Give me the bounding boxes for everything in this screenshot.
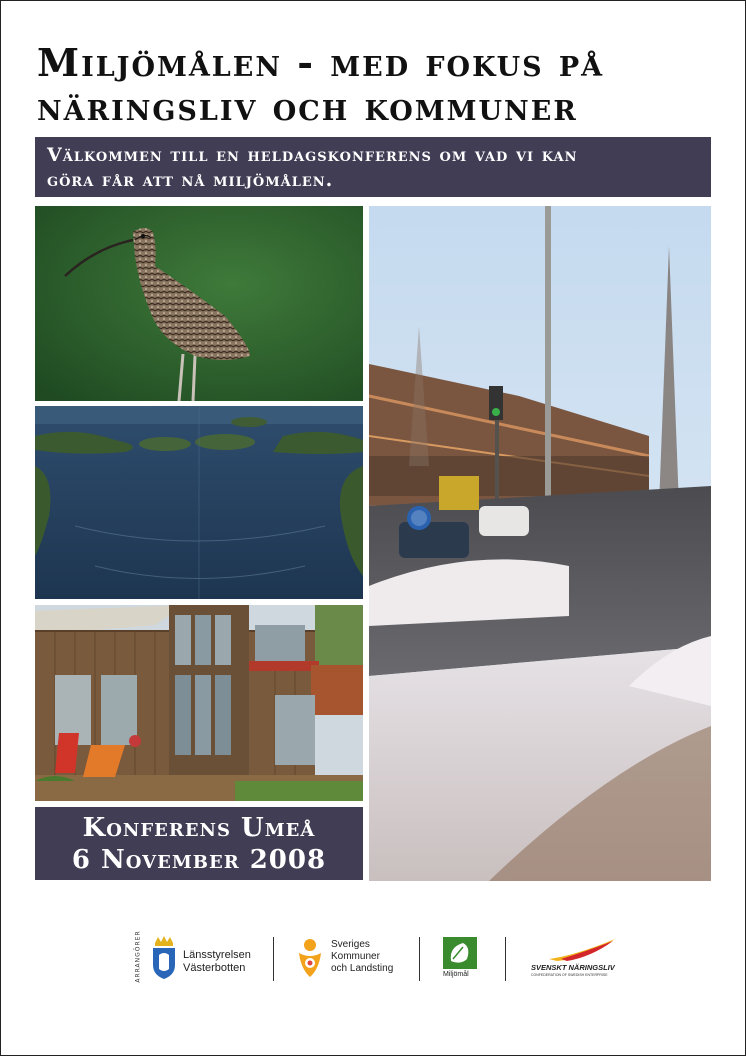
title-line-1: Miljömålen - med fokus på [37,40,605,85]
photo-wooden-house [35,605,363,801]
conference-place: Konferens Umeå [82,813,316,843]
skl-logo [295,935,405,985]
lansstyrelsen-line-2: Västerbotten [183,962,246,974]
svenskt-name: SVENSKT NÄRINGSLIV [531,963,615,972]
arranger-label: ARRANGÖRER [134,930,142,983]
miljomal-logo [443,935,483,985]
svenskt-tagline: CONFEDERATION OF SWEDISH ENTERPRISE [531,973,608,977]
lansstyrelsen-line-1: Länsstyrelsen [183,949,251,961]
photo-winter-street [369,206,711,881]
title-line-2: näringsliv och kommuner [37,84,578,129]
logo-separator [419,937,420,981]
lansstyrelsen-logo [149,935,259,985]
welcome-line-1: Välkommen till en heldagskonferens om vad vi kan [47,144,578,166]
miljomal-label: Miljömål [443,971,469,978]
skl-line-2: Kommuner [331,951,380,962]
logo-separator [505,937,506,981]
swoosh-icon [547,937,617,963]
skl-line-1: Sveriges [331,939,370,950]
photo-curlew-bird [35,206,363,401]
page-title [37,41,717,129]
logo-separator [273,937,274,981]
welcome-line-2: göra får att nå miljömålen. [47,169,334,191]
conference-info-box [35,807,363,880]
crown-shield-icon [149,935,179,981]
skl-line-3: och Landsting [331,963,394,974]
svenskt-naringsliv-logo [531,935,631,985]
organizer-logos [131,931,631,991]
welcome-banner [35,137,711,197]
miljomal-leaf-icon [443,937,477,969]
conference-date: 6 November 2008 [71,845,327,875]
skl-figure-icon [295,935,325,981]
photo-aerial-lake [35,406,363,599]
